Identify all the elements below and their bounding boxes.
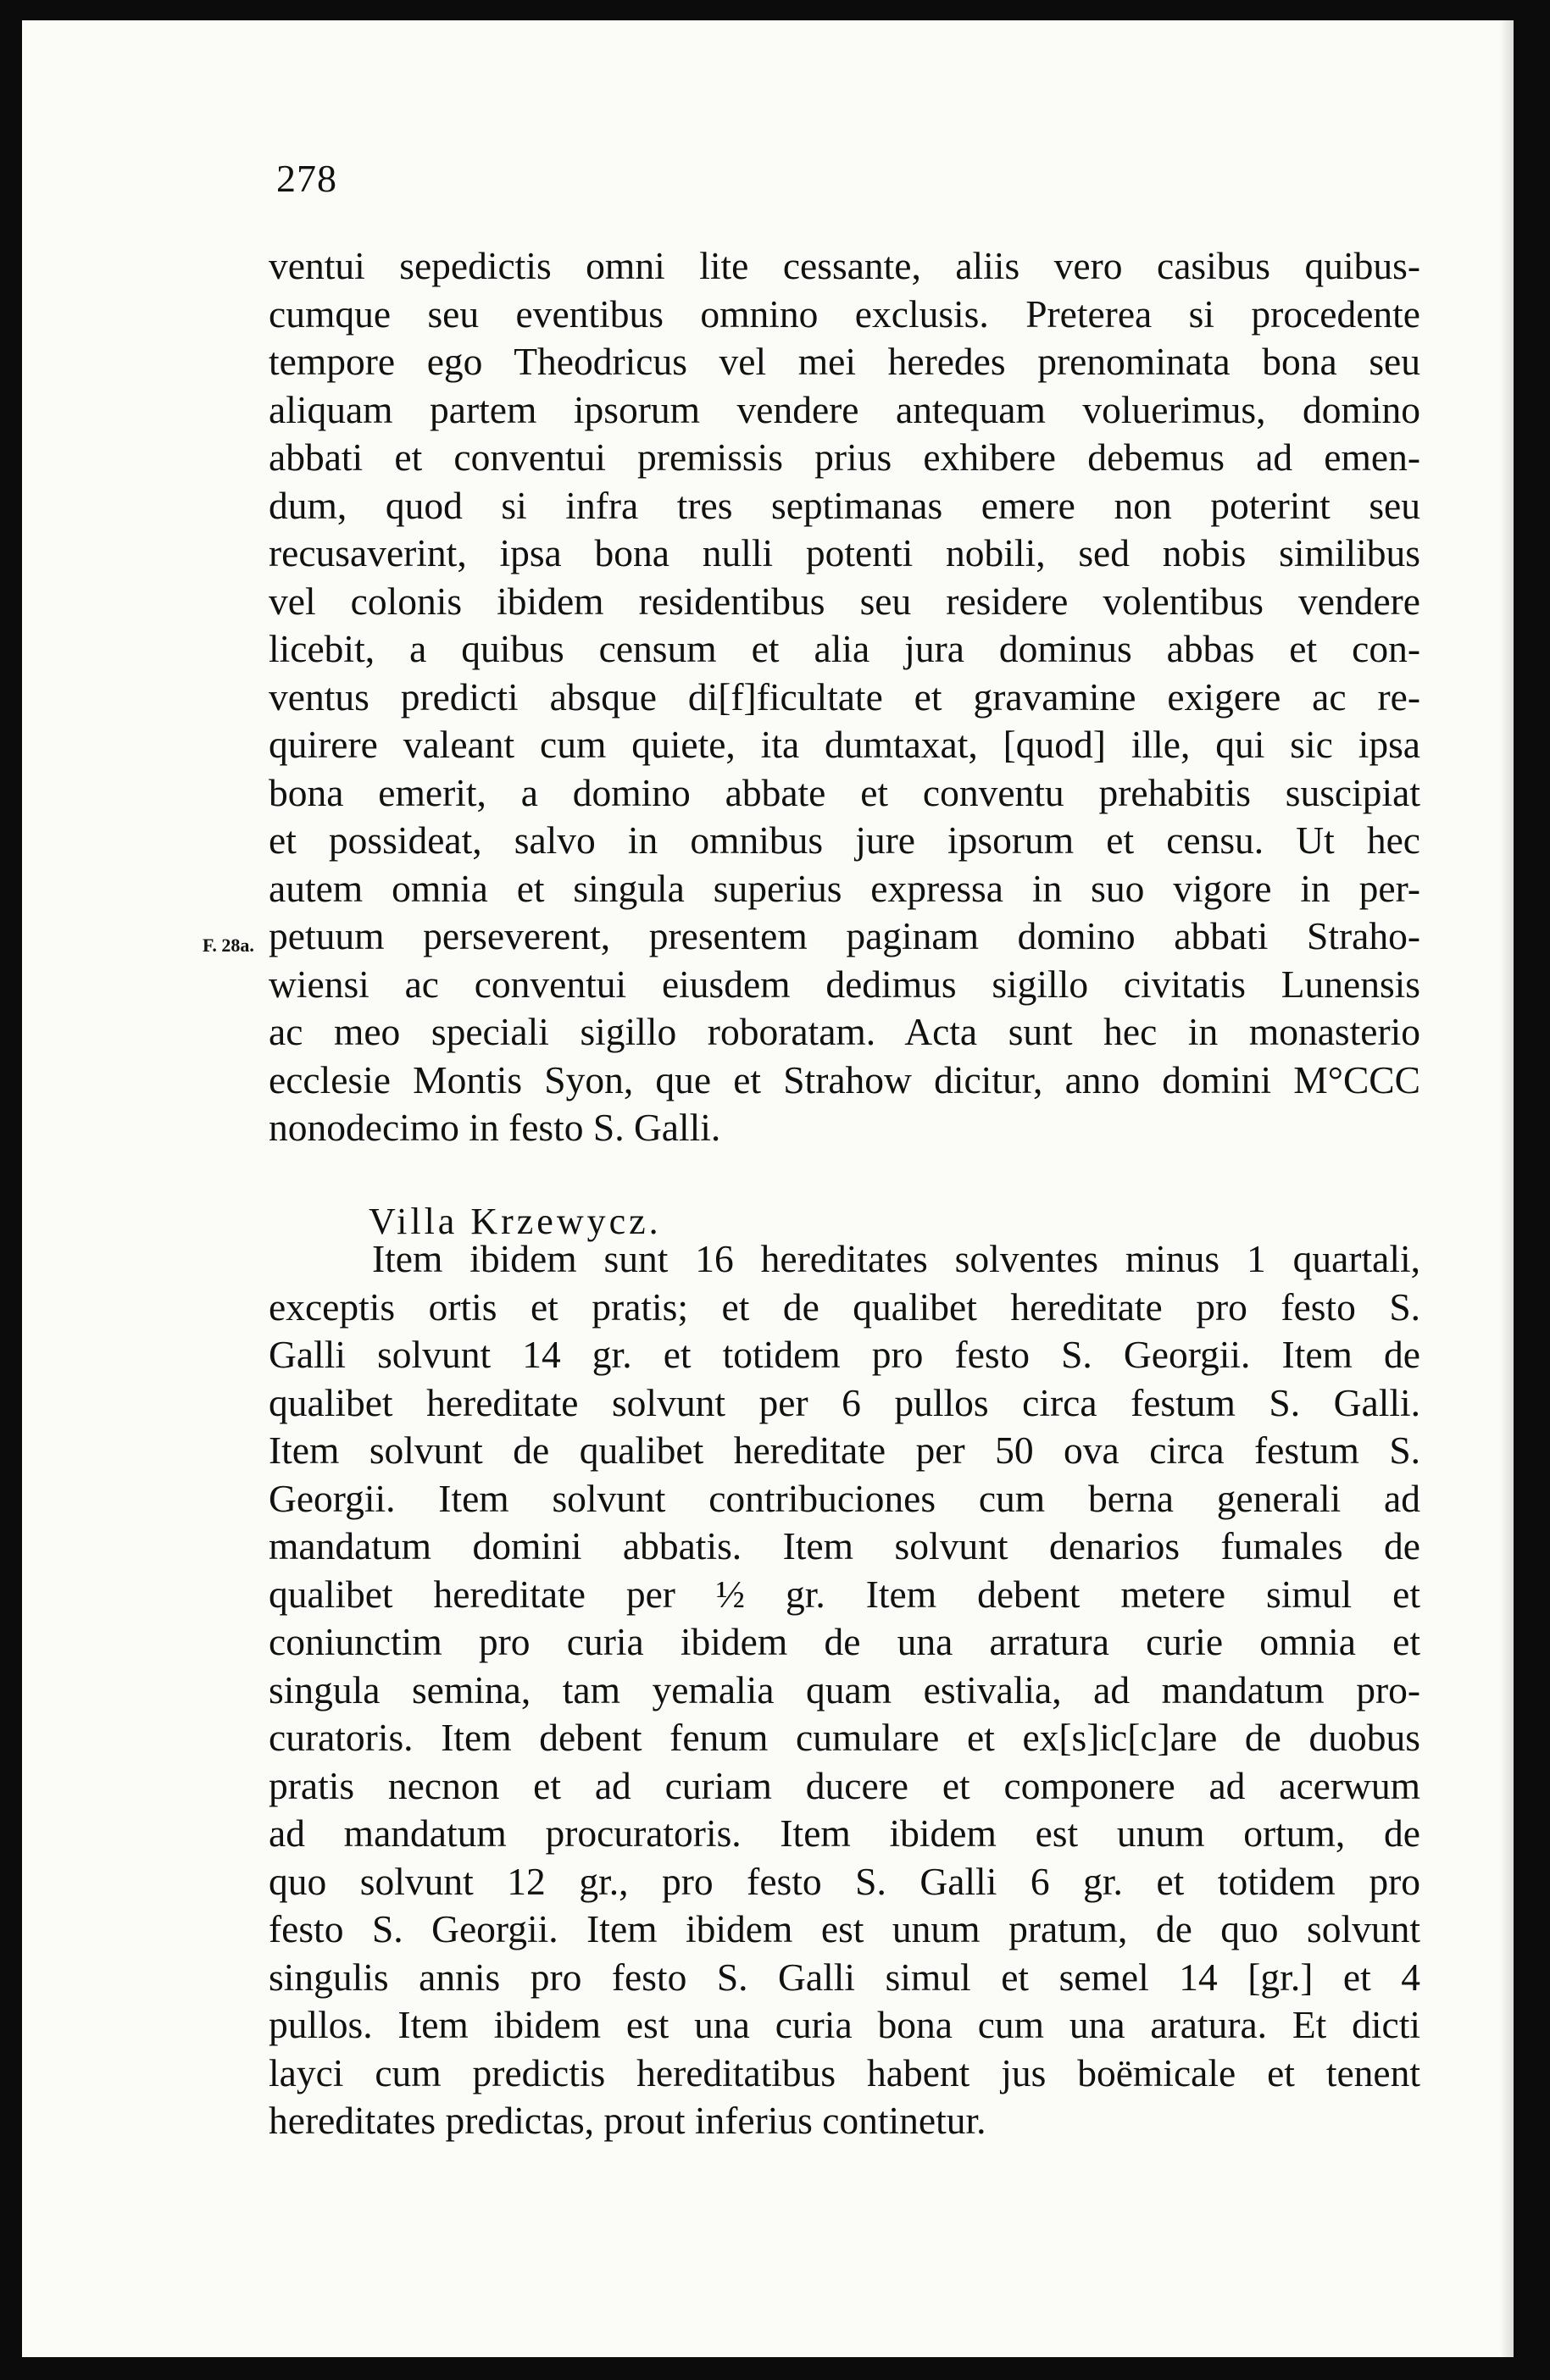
text-line: quirere valeant cum quiete, ita dumtaxat, [quod] ille, qui sic ipsa <box>269 723 1420 766</box>
text-line: pullos. Item ibidem est una curia bona cum una aratura. Et dicti <box>269 2003 1420 2046</box>
text-line: abbati et conventui premissis prius exhibere debemus ad emen- <box>269 436 1420 479</box>
text-line: mandatum domini abbatis. Item solvunt denarios fumales de <box>269 1524 1420 1567</box>
text-line: quo solvunt 12 gr., pro festo S. Galli 6 gr. et totidem pro <box>269 1859 1420 1903</box>
text-line: recusaverint, ipsa bona nulli potenti nobili, sed nobis similibus <box>269 531 1420 574</box>
text-line: licebit, a quibus censum et alia jura dominus abbas et con- <box>269 627 1420 670</box>
text-line: autem omnia et singula superius expressa in suo vigore in per- <box>269 866 1420 910</box>
text-line: ecclesie Montis Syon, que et Strahow dicitur, anno domini M°CCC <box>269 1057 1420 1101</box>
text-line: tempore ego Theodricus vel mei heredes prenominata bona seu <box>269 340 1420 383</box>
folio-margin-note: F. 28a. <box>203 935 254 956</box>
text-line: nonodecimo in festo S. Galli. <box>269 1106 721 1149</box>
text-line: Galli solvunt 14 gr. et totidem pro festo S. Georgii. Item de <box>269 1333 1420 1376</box>
text-line: hereditates predictas, prout inferius continetur. <box>269 2099 986 2142</box>
text-line: ventus predicti absque di[f]ficultate et gravamine exigere ac re- <box>269 674 1420 718</box>
page-number: 278 <box>276 157 337 200</box>
book-page <box>22 20 1514 2357</box>
text-line: Item solvunt de qualibet hereditate per 50 ova circa festum S. <box>269 1429 1420 1472</box>
text-line: exceptis ortis et pratis; et de qualibet hereditate pro festo S. <box>269 1284 1420 1329</box>
text-line: ventui sepedictis omni lite cessante, aliis vero casibus quibus- <box>269 244 1420 287</box>
text-line: festo S. Georgii. Item ibidem est unum pratum, de quo solvunt <box>269 1907 1420 1950</box>
text-line: pratis necnon et ad curiam ducere et componere ad acerwum <box>269 1763 1420 1807</box>
page-edge-shadow <box>1500 20 1514 2357</box>
text-line: Georgii. Item solvunt contribuciones cum berna generali ad <box>269 1476 1420 1520</box>
text-line: aliquam partem ipsorum vendere antequam voluerimus, domino <box>269 387 1420 431</box>
text-line: wiensi ac conventui eiusdem dedimus sigillo civitatis Lunensis <box>269 962 1420 1006</box>
text-line: et possideat, salvo in omnibus jure ipsorum et censu. Ut hec <box>269 818 1420 862</box>
text-line: qualibet hereditate per ½ gr. Item debent metere simul et <box>269 1572 1420 1616</box>
text-line: Item ibidem sunt 16 hereditates solventes minus 1 quartali, <box>372 1237 1420 1280</box>
text-line: curatoris. Item debent fenum cumulare et ex[s]ic[c]are de duobus <box>269 1716 1420 1759</box>
section-heading: Villa Krzewycz. <box>369 1201 662 1242</box>
text-line: singulis annis pro festo S. Galli simul et semel 14 [gr.] et 4 <box>269 1955 1420 1999</box>
text-line: vel colonis ibidem residentibus seu residere volentibus vendere <box>269 579 1420 623</box>
text-line: dum, quod si infra tres septimanas emere non poterint seu <box>269 483 1420 527</box>
text-line: layci cum predictis hereditatibus habent jus boëmicale et tenent <box>269 2050 1420 2094</box>
text-line: petuum perseverent, presentem paginam domino abbati Straho- <box>269 914 1420 957</box>
text-line: qualibet hereditate solvunt per 6 pullos circa festum S. Galli. <box>269 1380 1420 1424</box>
text-line: bona emerit, a domino abbate et conventu prehabitis suscipiat <box>269 770 1420 814</box>
text-line: singula semina, tam yemalia quam estivalia, ad mandatum pro- <box>269 1667 1420 1711</box>
inventory-paragraph <box>269 1235 1420 2145</box>
text-line: cumque seu eventibus omnino exclusis. Preterea si procedente <box>269 291 1420 336</box>
text-line: ac meo speciali sigillo roboratam. Acta sunt hec in monasterio <box>269 1010 1420 1053</box>
text-line: coniunctim pro curia ibidem de una arratura curie omnia et <box>269 1620 1420 1663</box>
charter-paragraph <box>269 242 1420 1152</box>
text-line: ad mandatum procuratoris. Item ibidem est unum ortum, de <box>269 1811 1420 1855</box>
